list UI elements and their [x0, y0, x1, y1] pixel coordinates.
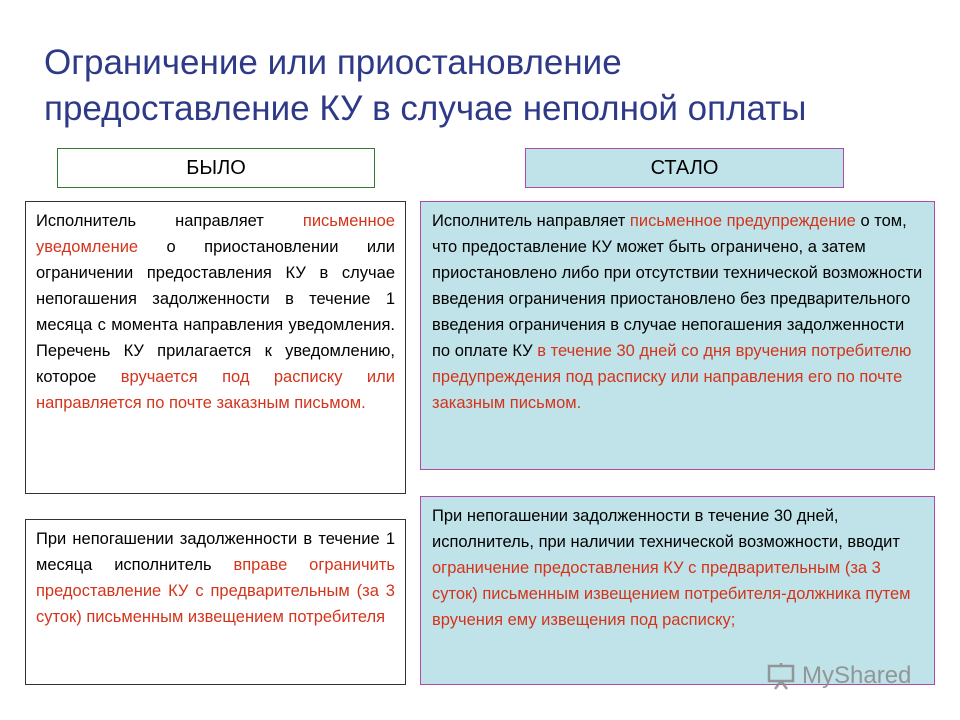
highlight-text: вручается под расписку или направляется по почте заказным письмом.: [36, 368, 395, 412]
watermark: [766, 658, 911, 694]
text: Исполнитель направляет: [36, 212, 303, 230]
highlight-text: письменное уведомление: [36, 212, 395, 256]
highlight-text: вправе ограничить предоставление КУ с предварительным (за 3 суток) письменным извещением потребителя: [36, 556, 395, 626]
highlight-text: письменное предупреждение: [629, 212, 856, 230]
text: При непогашении задолженности в течение 30 дней, исполнитель, при наличии технической возможности, вводит: [432, 507, 900, 551]
was-restriction-box: [25, 519, 406, 685]
title-line-2: предоставление КУ в случае неполной оплаты: [44, 89, 807, 128]
header-now: СТАЛО: [525, 148, 844, 188]
text: о том, что предоставление КУ может быть ограничено, а затем приостановлено либо при отсутствии технической возможности введения ограничения приостановлено без предварительного введения ограничения в случае непогашения задолженности по оплате КУ: [432, 212, 923, 360]
now-restriction-box: [420, 496, 935, 685]
presentation-board-icon: [766, 661, 796, 691]
text: При непогашении задолженности в течение 1 месяца исполнитель: [36, 530, 395, 574]
header-was: БЫЛО: [57, 148, 375, 188]
highlight-text: в течение 30 дней со дня вручения потребителю предупреждения под расписку или направления его по почте заказным письмом.: [432, 342, 912, 412]
was-notice-box: [25, 201, 406, 494]
watermark-text: MyShared: [802, 662, 912, 689]
now-notice-box: [420, 201, 935, 470]
title-line-1: Ограничение или приостановление: [44, 43, 622, 82]
text: Исполнитель направляет: [432, 212, 630, 230]
highlight-text: ограничение предоставления КУ с предварительным (за 3 суток) письменным извещением потребителя-должника путем вручения ему извещения под расписку;: [432, 559, 911, 629]
slide-title: [44, 40, 944, 132]
text: о приостановлении или ограничении предоставления КУ в случае непогашения задолженности в течение 1 месяца с момента направления уведомления. Перечень КУ прилагается к уведомлению, которое: [36, 238, 395, 386]
